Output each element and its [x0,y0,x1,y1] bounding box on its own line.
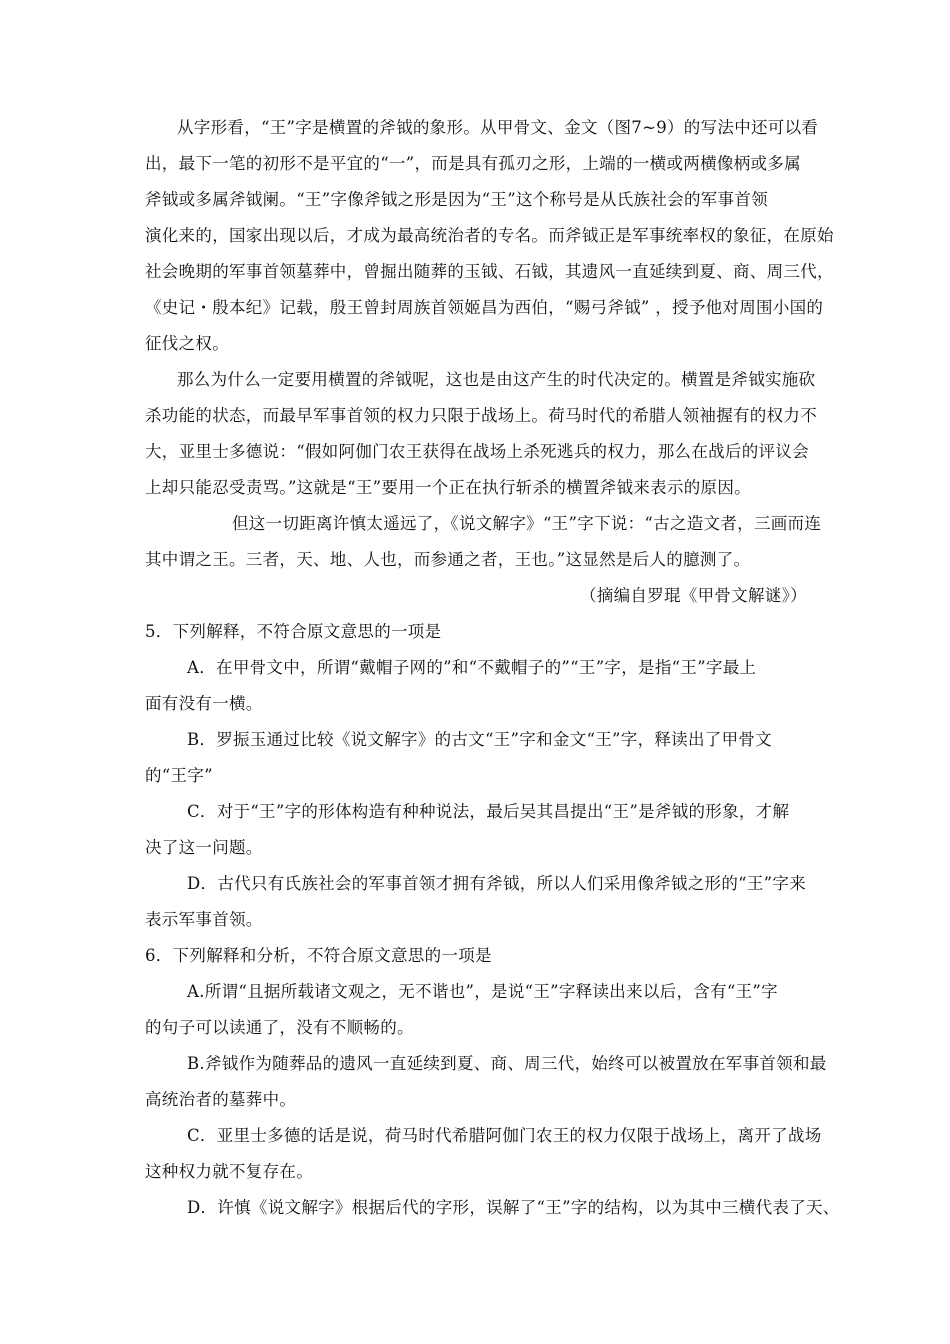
text-line: 从字形看，“王”字是横置的斧钺的象形。从甲骨文、金文（图7~9）的写法中还可以看 [177,118,819,137]
option-line: B．罗振玉通过比较《说文解字》的古文“王”字和金文“王”字，释读出了甲骨文 [187,730,772,749]
option-line: 面有没有一横。 [145,694,263,713]
text-line: 征伐之权。 [145,334,229,353]
source-citation: （摘编自罗琨《甲骨文解谜》） [580,586,807,605]
text-line: 出，最下一笔的初形不是平宜的“一”，而是具有孤刃之形，上端的一横或两横像柄或多属 [145,154,801,173]
text-line: 其中谓之王。三者，天、地、人也，而参通之者，王也。”这显然是后人的臆测了。 [145,550,751,569]
option-line: 的句子可以读通了，没有不顺畅的。 [145,1018,414,1037]
question-stem: 5．下列解释，不符合原文意思的一项是 [145,622,442,641]
option-line: A．在甲骨文中，所谓“戴帽子网的”和“不戴帽子的”“王”字，是指“王”字最上 [187,658,757,677]
option-line: D．许慎《说文解字》根据后代的字形，误解了“王”字的结构，以为其中三横代表了天、 [187,1198,840,1217]
text-line: 社会晚期的军事首领墓葬中，曾掘出随葬的玉钺、石钺，其遗风一直延续到夏、商、周三代， [145,262,834,281]
option-line: C．亚里士多德的话是说，荷马时代希腊阿伽门农王的权力仅限于战场上，离开了战场 [187,1126,822,1145]
option-line: 高统治者的墓葬中。 [145,1090,297,1109]
option-line: 决了这一问题。 [145,838,263,857]
text-line: 《史记・殷本纪》记载，殷王曾封周族首领姬昌为西伯，“赐弓斧钺” ，授予他对周围小国的 [145,298,824,317]
option-line: C．对于“王”字的形体构造有种种说法，最后吴其昌提出“王”是斧钺的形象，才解 [187,802,790,821]
question-stem: 6．下列解释和分析，不符合原文意思的一项是 [145,946,492,965]
text-line: 杀功能的状态，而最早军事首领的权力只限于战场上。荷马时代的希腊人领袖握有的权力不 [145,406,817,425]
option-line: 这种权力就不复存在。 [145,1162,313,1181]
option-line: 的“王字” [145,766,213,785]
text-line: 斧钺或多属斧钺阑。“王”字像斧钺之形是因为“王”这个称号是从氏族社会的军事首领 [145,190,768,209]
text-line: 但这一切距离许慎太遥远了，《说文解字》“王”字下说：“古之造文者，三画而连 [232,514,822,533]
option-line: A.所谓“且据所载诸文观之，无不谐也”，是说“王”字释读出来以后，含有“王”字 [187,982,778,1001]
text-line: 上却只能忍受责骂。”这就是“王”要用一个正在执行斩杀的横置斧钺来表示的原因。 [145,478,751,497]
text-line: 演化来的，国家出现以后，才成为最高统治者的专名。而斧钺正是军事统率权的象征，在原始 [145,226,834,245]
option-line: B.斧钺作为随葬品的遗风一直延续到夏、商、周三代，始终可以被置放在军事首领和最 [187,1054,827,1073]
option-line: 表示军事首领。 [145,910,263,929]
text-line: 那么为什么一定要用横置的斧钺呢，这也是由这产生的时代决定的。横置是斧钺实施砍 [177,370,816,389]
option-line: D．古代只有氏族社会的军事首领才拥有斧钺，所以人们采用像斧钺之形的“王”字来 [187,874,806,893]
text-line: 大，亚里士多德说：“假如阿伽门农王获得在战场上杀死逃兵的权力，那么在战后的评议会 [145,442,809,461]
